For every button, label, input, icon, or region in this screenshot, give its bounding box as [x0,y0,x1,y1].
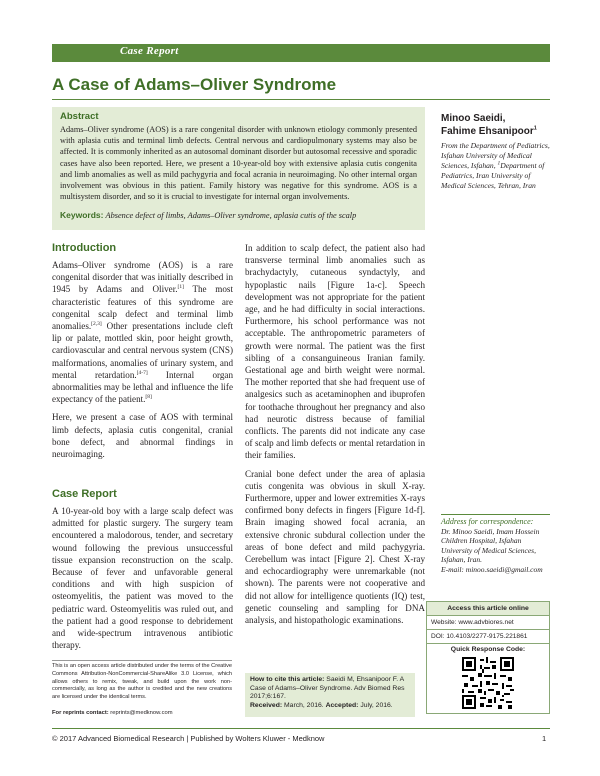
article-title: A Case of Adams–Oliver Syndrome [52,75,337,94]
case-report-paragraph: A 10-year-old boy with a large scalp defect was admitted for plastic surgery. The surgery team encountered a malodorous, tender, and secretary wound following the previous unsuccessful tissue expansion reconstruction on the scalp. Because of fever and unfavorable general conditions and with high suspicion of osteomyelitis, the patient was moved to the pediatric ward. Osteomyelitis was ruled out, and the patient had a good response to debridement and wide-spectrum intravenous antibiotic therapy. [52,506,233,651]
citation-ref[interactable]: [8] [145,394,152,401]
introduction-body [52,259,233,466]
correspondence-divider [441,514,550,515]
access-website[interactable]: Website: www.advbiores.net [427,616,549,630]
citation-ref[interactable]: [4-7] [136,369,148,376]
access-doi[interactable]: DOI: 10.4103/2277-9175.221861 [427,630,549,644]
title-divider [52,99,550,100]
column-2-body [245,242,425,632]
qr-code-icon[interactable] [462,657,514,709]
keywords-label: Keywords: [60,210,104,220]
author-2: Fahime Ehsanipoor$^1$ [441,125,537,137]
section-label: Case Report [120,45,179,57]
keywords [52,210,425,220]
citation-ref[interactable]: [1] [177,284,184,291]
open-access-notice: This is an open access article distributed under the terms of the Creative Commons Attribution-NonCommercial-ShareAlike 3.0 License, which allows others to remix, tweak, and build upon the work non-commercially, as long as the author is credited and the new creations are licensed under the identical terms. [52,663,232,701]
reprints-contact: For reprints contact: reprints@medknow.com [52,710,173,716]
footer-divider [52,728,550,729]
open-access-divider [52,660,232,661]
access-heading: Access this article online [427,602,549,616]
qr-heading: Quick Response Code: [450,646,526,653]
affiliation-1: From the Department of Pediatrics, Isfahan University of Medical Sciences, Isfahan, [441,141,550,170]
affiliation-2: Department of Pediatrics, Iran University of Medical Sciences, Tehran, Iran [441,161,545,190]
footer-text: © 2017 Advanced Biomedical Research | Published by Wolters Kluwer - Medknow [52,734,325,743]
introduction-paragraph-2: Here, we present a case of AOS with terminal limb defects, aplasia cutis congenital, cranial bone defect, and abnormal findings in neuroimaging. [52,412,233,460]
access-box [426,601,550,714]
citation-ref[interactable]: [2,3] [91,320,102,327]
author-block [441,112,556,191]
correspondence-label: Address for correspondence: [441,517,534,526]
author-1: Minoo Saeidi, [441,113,506,124]
case-report-heading: Case Report [52,488,117,500]
author-affiliations [441,141,556,191]
abstract-text: Adams–Oliver syndrome (AOS) is a rare congenital disorder with unknown etiology commonly presented with aplasia cutis and terminal limb defects. Central nervous and cardiopulmonary systems may also be affected. It is commonly inherited as an autosomal dominant disorder but autosomal recessive and sporadic cases have also been reported. Here, we present a 10-year-old boy with extensive aplasia cutis congenita and limb anomalies as well as mild pachygyria and focal acrania in neuroimaging. No other internal organ involvement was obvious in this patient. Family history was negative for this syndrome. AOS is a multisystem disorder, and so it is crucial to investigate for internal organ involvements. [60,125,417,202]
citation-dates: Received: March, 2016. Accepted: July, 2016. [250,701,393,709]
correspondence-address: Dr. Minoo Saeidi, Imam Hossein Children Hospital, Isfahan University of Medical Sciences, Isfahan, Iran. [441,526,540,565]
correspondence-block [441,517,553,575]
citation-text: How to cite this article: Saeidi M, Ehsanipoor F. A Case of Adams–Oliver Syndrome. Adv Biomed Res 2017;6:167. [250,676,405,701]
reprints-email[interactable]: reprints@medknow.com [108,710,173,716]
citation-box [245,673,415,717]
page-number: 1 [542,734,547,743]
column-2-paragraph-2: Cranial bone defect under the area of aplasia cutis congenita was obvious in skull X-ray. Furthermore, upper and lower extremities X-rays confirmed bony defects in fingers [Figure 1d-f]. Brain imaging showed focal acrania, an extensive chronic subdural collection under the areas of bone defect and mild pachygyria. Cerebellum was intact [Figure 2]. Chest X-ray and echocardiography were unremarkable (not shown). The parents were not cooperative and did not allow for intelligence quotients (IQ) test, genetic counseling and sampling for DNA analysis, and histopathologic examinations. [245,468,425,626]
keywords-text: Absence defect of limbs, Adams–Oliver syndrome, aplasia cutis of the scalp [105,211,357,220]
introduction-heading: Introduction [52,242,117,254]
author-names [441,112,556,138]
introduction-paragraph-1: Adams–Oliver syndrome (AOS) is a rare congenital disorder that was initially described in 1945 by Adams and Oliver.[1] The most characteristic features of this syndrome are congenital scalp defect and terminal limb anomalies.[2,3] Other presentations include cleft lip or palate, mottled skin, poor height growth, cardiovascular and central nervous system (CNS) malformations, anomalies of urinary system, and mental retardation.[4-7] Internal organ abnormalities may be lethal and influence the life expectancy of the patient.[8] [52,260,233,405]
abstract-heading: Abstract [60,111,99,122]
affiliation-2-sup: 1 [497,160,501,167]
column-2-paragraph-1: In addition to scalp defect, the patient also had transverse terminal limb anomalies such as brachydactyly, cutaneous syndactyly, and hypoplastic nails [Figure 1a-c]. Speech development was not appropriate for the patient age, and he had difficulty in social interactions. Furthermore, his school performance was not acceptable. The anthropometric parameters of growth were normal. The patient was the first sibling of a consanguineous Iranian family. Gestational age and birth weight were normal. The mother reported that she had frequent use of analgesics such as acetaminophen and ibuprofen for toothache throughout her pregnancy and also had neurotic distress because of familial conflicts. The parents did not indicate any case of scalp and limb defects or mental retardation in their families. [245,243,425,461]
case-report-body [52,505,233,657]
correspondence-email[interactable]: E-mail: minoo.saeidi@gmail.com [441,564,543,574]
